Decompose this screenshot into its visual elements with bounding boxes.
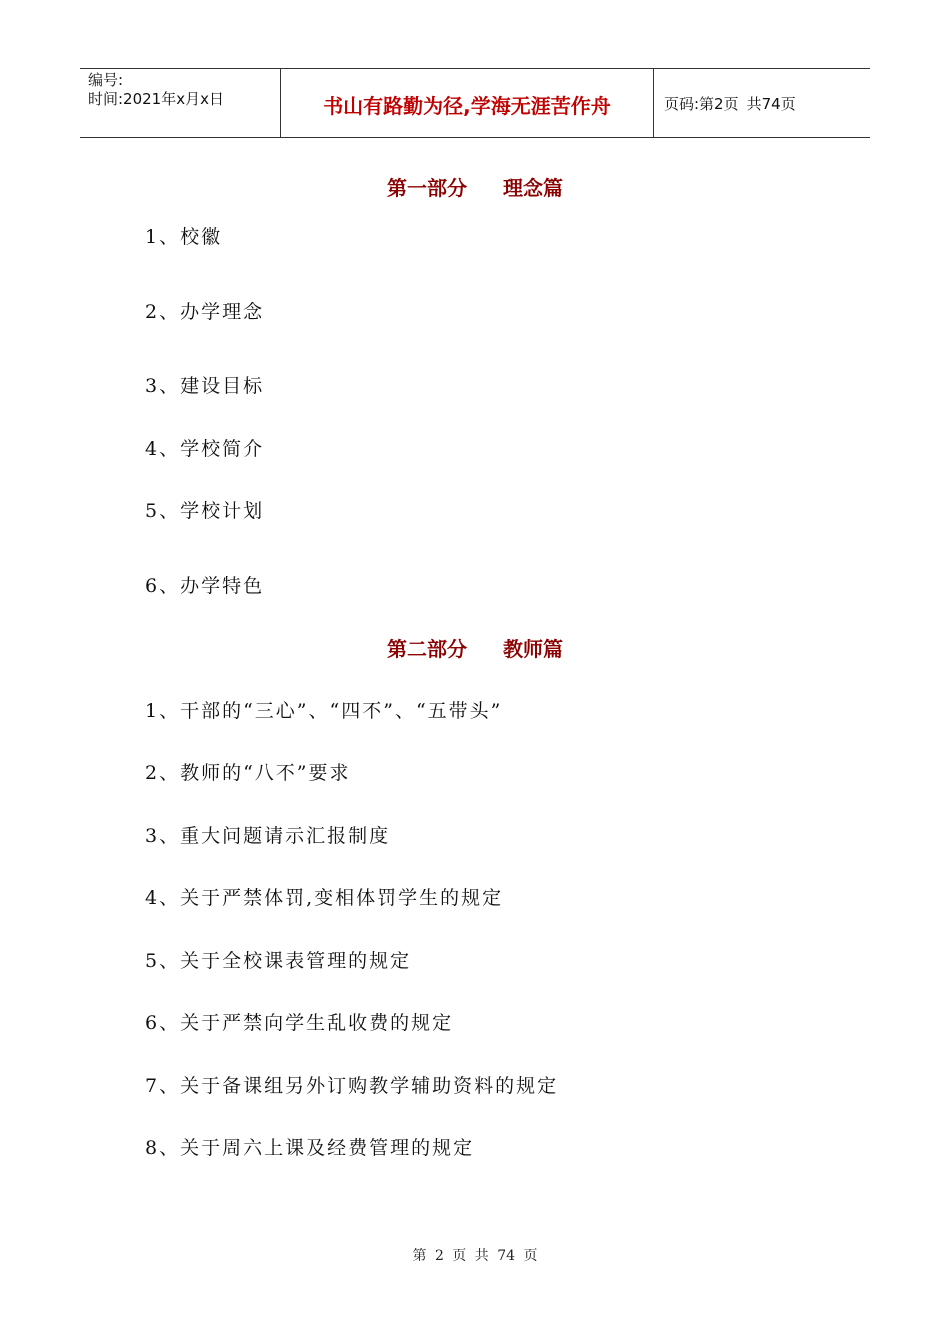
- list-item: 1、干部的“三心”、“四不”、“五带头”: [145, 700, 503, 722]
- total-pages-label: 共74页: [746, 94, 796, 113]
- list-item: 5、关于全校课表管理的规定: [145, 950, 412, 972]
- list-item: 3、重大问题请示汇报制度: [145, 825, 391, 847]
- section-part: 第一部分: [387, 176, 467, 200]
- list-item: 6、关于严禁向学生乱收费的规定: [145, 1012, 454, 1034]
- section-title-philosophy: [0, 172, 950, 201]
- list-item: 1、校徽: [145, 226, 223, 248]
- list-item: 2、办学理念: [145, 301, 265, 323]
- header-meta-cell: [80, 69, 281, 137]
- section-title-teachers: [0, 633, 950, 662]
- list-item: 6、办学特色: [145, 575, 265, 597]
- list-item: 5、学校计划: [145, 500, 265, 522]
- list-item: 4、学校简介: [145, 438, 265, 460]
- header-page-cell: [654, 69, 870, 137]
- list-item: 8、关于周六上课及经费管理的规定: [145, 1137, 475, 1159]
- list-item: 3、建设目标: [145, 375, 265, 397]
- time-label: 时间:2021年x月x日: [88, 90, 224, 108]
- section-name: 理念篇: [503, 176, 563, 200]
- section-part: 第二部分: [387, 637, 467, 661]
- list-item: 2、教师的“八不”要求: [145, 762, 351, 784]
- header-motto-cell: [281, 69, 654, 137]
- number-label: 编号:: [88, 71, 124, 89]
- document-header: [80, 68, 870, 138]
- motto-text: 书山有路勤为径,学海无涯苦作舟: [323, 93, 611, 118]
- list-item: 7、关于备课组另外订购教学辅助资料的规定: [145, 1075, 559, 1097]
- list-item: 4、关于严禁体罚,变相体罚学生的规定: [145, 887, 504, 909]
- section-name: 教师篇: [503, 637, 563, 661]
- page-label: 页码:第2页: [664, 94, 739, 113]
- page-footer: 第 2 页 共 74 页: [412, 1248, 538, 1264]
